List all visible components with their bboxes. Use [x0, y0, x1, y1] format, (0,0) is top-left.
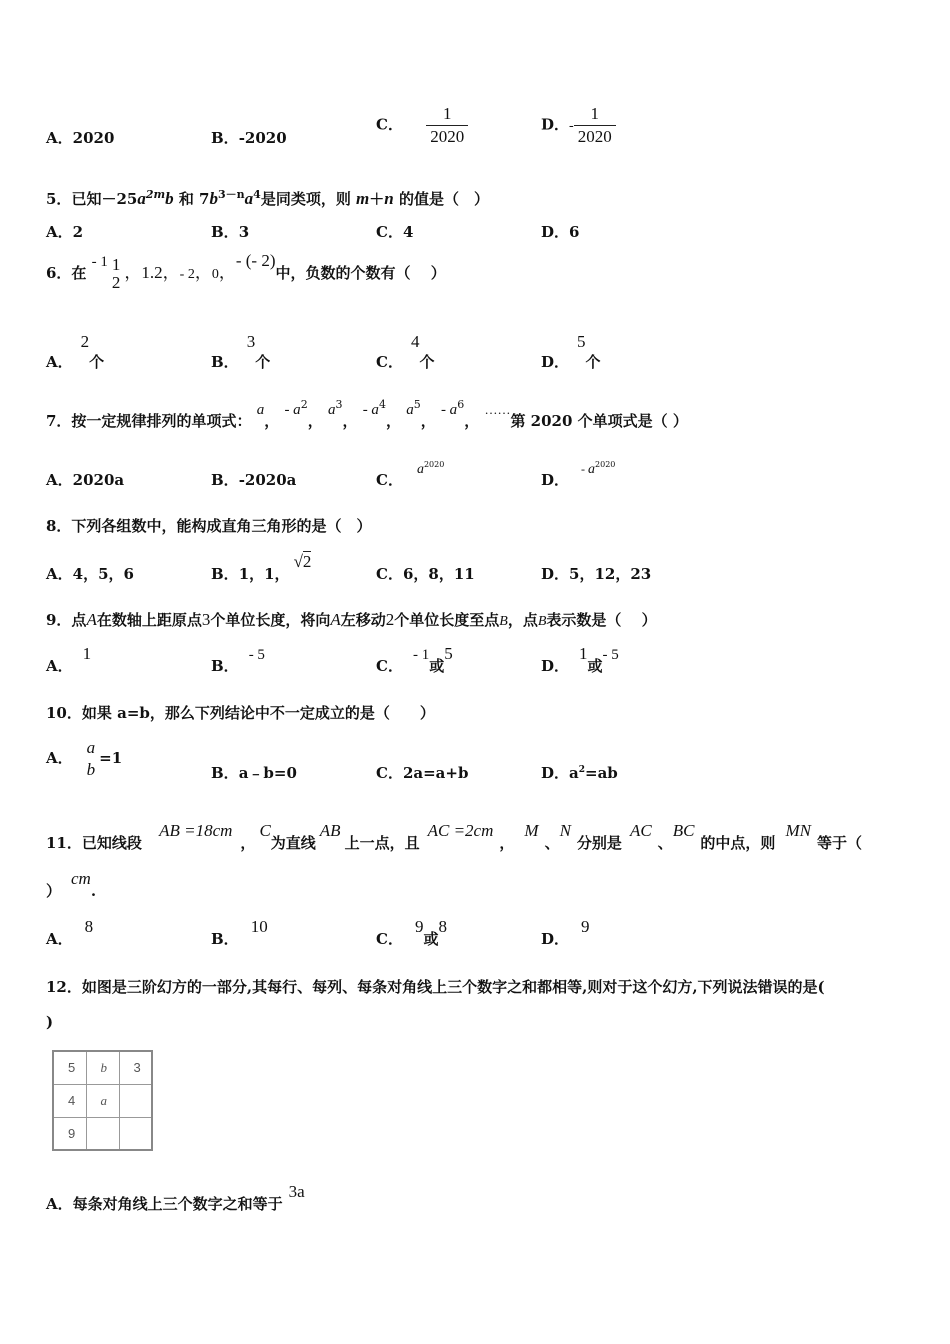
q8-option-c[interactable]: C．6，8，11	[376, 565, 475, 583]
q7-option-d[interactable]: D．- $a^{2020}$	[541, 460, 616, 489]
q4-option-d[interactable]	[541, 103, 616, 148]
q11-option-d[interactable]: D．9	[541, 917, 590, 948]
q5-option-b[interactable]: B．3	[211, 223, 250, 241]
q4-option-b[interactable]	[211, 127, 287, 148]
q8-option-d[interactable]: D．5，12，23	[541, 565, 652, 583]
q11-option-b[interactable]: B．10	[211, 917, 268, 948]
q11-stem-line2: ）cm.	[46, 869, 97, 900]
q10-option-c[interactable]: C．2a=a+b	[376, 764, 469, 782]
q10-option-a[interactable]: A． a b =1	[46, 738, 123, 779]
q10-option-d[interactable]: D．$a^2=ab$	[541, 764, 618, 782]
q8-stem: 8．下列各组数中，能构成直角三角形的是（ ）	[46, 517, 372, 535]
q9-option-b[interactable]: B．- 5	[211, 647, 265, 675]
grid-cell	[86, 1117, 119, 1150]
grid-cell: 3	[119, 1051, 152, 1084]
q6-stem: 6．在 - 1 1 2 ，1.2，- 2，0，- (- 2)中，负数的个数有（ ）	[46, 251, 446, 292]
q9-stem: 9．点A在数轴上距原点3个单位长度，将向A左移动2个单位长度至点B，点B表示数是（ ）	[46, 610, 657, 629]
option-label: D．	[541, 115, 570, 134]
q7-option-a[interactable]: A．2020a	[46, 471, 125, 489]
q6-option-c[interactable]: C．4个	[376, 332, 435, 371]
grid-cell: 4	[53, 1084, 86, 1117]
q8-option-a[interactable]: A．4，5，6	[46, 565, 134, 583]
q10-option-b[interactable]: B．a﹣b=0	[211, 764, 297, 782]
option-label: B．	[211, 129, 239, 147]
q7-option-c[interactable]: C．$a^{2020}$	[376, 460, 445, 489]
q9-option-d[interactable]: D．1或- 5	[541, 644, 619, 675]
fraction: $\frac{1}{2020}$	[574, 103, 616, 148]
option-label: A．	[46, 129, 73, 147]
q12-stem-line2: )	[46, 1013, 54, 1031]
q4-option-c[interactable]	[376, 103, 468, 148]
q11-option-a[interactable]: A．8	[46, 917, 94, 948]
q6-option-d[interactable]: D．5个	[541, 332, 601, 371]
fraction: $\frac{1}{2020}$	[426, 103, 468, 148]
option-text: 2020	[72, 129, 115, 147]
q5-stem: 5．已知$-25a^{2m}b$ 和 $7b^{3-n}a^4$是同类项，则 m＋n 的值是（ ）	[46, 188, 489, 208]
q12-stem-line1: 12．如图是三阶幻方的一部分,其每行、每列、每条对角线上三个数字之和都相等,则对于这个幻方,下列说法错误的是(	[46, 978, 825, 996]
option-label: C．	[376, 115, 403, 134]
q12-option-a[interactable]: A．每条对角线上三个数字之和等于3a	[46, 1182, 305, 1213]
q5-option-d[interactable]: D．6	[541, 223, 580, 241]
grid-cell: 5	[53, 1051, 86, 1084]
q4-option-a[interactable]	[46, 127, 114, 148]
magic-square-figure	[52, 1050, 153, 1151]
q9-option-a[interactable]: A．1	[46, 644, 92, 675]
grid-cell	[119, 1084, 152, 1117]
grid-cell: b	[86, 1051, 119, 1084]
q6-option-b[interactable]: B．3个	[211, 332, 271, 371]
q5-option-a[interactable]: A．2	[46, 223, 84, 241]
q9-option-c[interactable]: C．- 1或5	[376, 644, 453, 675]
q11-stem-line1: 11．已知线段 AB =18cm，C为直线AB上一点，且AC =2cm，M、N分别是AC、BC的中点，则MN等于（	[46, 821, 862, 852]
minus-sign: -	[569, 118, 574, 134]
q6-option-a[interactable]: A．2个	[46, 332, 105, 371]
option-text: -2020	[238, 129, 287, 147]
grid-cell: a	[86, 1084, 119, 1117]
q7-option-b[interactable]: B．-2020a	[211, 471, 297, 489]
q10-stem: 10．如果 a=b，那么下列结论中不一定成立的是（ ）	[46, 704, 435, 722]
q7-stem: 7．按一定规律排列的单项式： a， - $a^2$， $a^3$， - $a^4$， $a^5$， - $a^6$， ……第 2020 个单项式是（ ）	[46, 398, 688, 430]
q11-option-c[interactable]: C．9或8	[376, 917, 447, 948]
sqrt-expression: √2	[293, 552, 312, 571]
grid-cell: 9	[53, 1117, 86, 1150]
q8-option-b[interactable]: B．1，1，√2	[211, 552, 312, 583]
q5-option-c[interactable]: C．4	[376, 223, 414, 241]
grid-cell	[119, 1117, 152, 1150]
